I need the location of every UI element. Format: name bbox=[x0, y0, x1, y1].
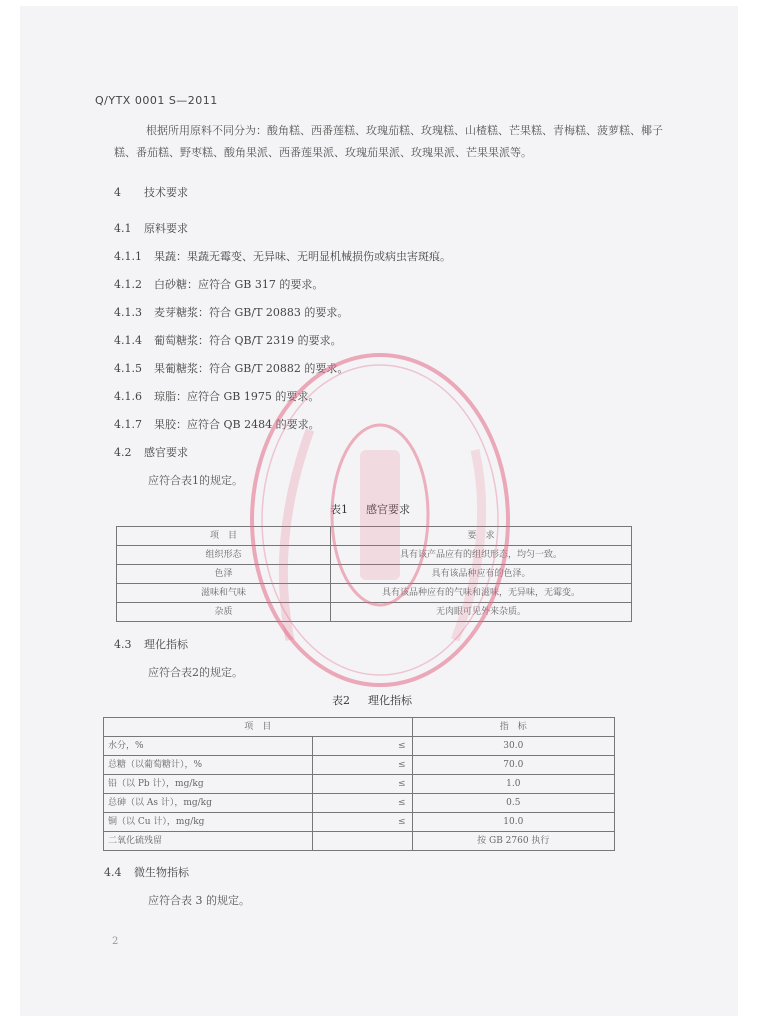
table2-caption bbox=[332, 692, 412, 708]
table-cell: ≤ bbox=[313, 737, 413, 756]
clause-text: 白砂糖：应符合 GB 317 的要求。 bbox=[154, 278, 324, 291]
table-header-cell: 要 求 bbox=[331, 527, 632, 546]
clause-number: 4.1.5 bbox=[114, 362, 142, 375]
section-4-2-note: 应符合表1的规定。 bbox=[148, 474, 243, 487]
clause-text: 果葡糖浆：符合 GB/T 20882 的要求。 bbox=[154, 362, 349, 375]
section-4-3-note: 应符合表2的规定。 bbox=[148, 666, 243, 679]
clause-text: 果蔬：果蔬无霉变、无异味、无明显机械损伤或病虫害斑痕。 bbox=[154, 250, 451, 263]
table-header-row bbox=[104, 718, 615, 737]
clause-4-1-1 bbox=[114, 248, 451, 264]
clause-number: 4.1.4 bbox=[114, 334, 142, 347]
section-4-1-heading bbox=[114, 220, 188, 236]
clause-4-1-4 bbox=[114, 332, 342, 348]
table-cell: 总砷（以 As 计），mg/kg bbox=[104, 794, 313, 813]
page-number: 2 bbox=[112, 936, 119, 947]
section-title: 技术要求 bbox=[144, 186, 188, 199]
table-cell: 具有该品种应有的色泽。 bbox=[331, 565, 632, 584]
section-number: 4.1 bbox=[114, 222, 132, 235]
table-row bbox=[117, 603, 632, 622]
table-cell: 具有该品种应有的气味和滋味，无异味，无霉变。 bbox=[331, 584, 632, 603]
table-title: 感官要求 bbox=[366, 503, 410, 516]
clause-number: 4.1.3 bbox=[114, 306, 142, 319]
table-cell: 30.0 bbox=[412, 737, 614, 756]
clause-4-1-3 bbox=[114, 304, 348, 320]
table-title: 理化指标 bbox=[368, 694, 412, 707]
table-row bbox=[104, 756, 615, 775]
table-cell: ≤ bbox=[313, 775, 413, 794]
section-number: 4.3 bbox=[114, 638, 132, 651]
table-cell: 滋味和气味 bbox=[117, 584, 331, 603]
table-cell: 无肉眼可见外来杂质。 bbox=[331, 603, 632, 622]
section-number: 4.2 bbox=[114, 446, 132, 459]
physicochemical-indicators-table bbox=[103, 717, 615, 851]
section-4-2-heading bbox=[114, 444, 188, 460]
clause-text: 果胶：应符合 QB 2484 的要求。 bbox=[154, 418, 320, 431]
section-title: 微生物指标 bbox=[134, 866, 189, 879]
section-number: 4 bbox=[114, 186, 121, 199]
table-cell: ≤ bbox=[313, 794, 413, 813]
table-row bbox=[117, 546, 632, 565]
table-header-cell: 项 目 bbox=[104, 718, 413, 737]
clause-4-1-7 bbox=[114, 416, 320, 432]
table-cell: 组织形态 bbox=[117, 546, 331, 565]
table-cell: 70.0 bbox=[412, 756, 614, 775]
clause-4-1-2 bbox=[114, 276, 323, 292]
table-label: 表1 bbox=[330, 503, 348, 516]
section-title: 理化指标 bbox=[144, 638, 188, 651]
section-title: 感官要求 bbox=[144, 446, 188, 459]
table-cell: 铜（以 Cu 计），mg/kg bbox=[104, 813, 313, 832]
table-row bbox=[104, 775, 615, 794]
table-cell: 二氧化硫残留 bbox=[104, 832, 313, 851]
table-cell: 铅（以 Pb 计），mg/kg bbox=[104, 775, 313, 794]
clause-number: 4.1.2 bbox=[114, 278, 142, 291]
table-cell: 杂质 bbox=[117, 603, 331, 622]
table-header-cell: 指 标 bbox=[412, 718, 614, 737]
table-cell: 10.0 bbox=[412, 813, 614, 832]
section-title: 原料要求 bbox=[144, 222, 188, 235]
table-row bbox=[117, 565, 632, 584]
table-header-row bbox=[117, 527, 632, 546]
table-row bbox=[104, 813, 615, 832]
clause-text: 葡萄糖浆：符合 QB/T 2319 的要求。 bbox=[154, 334, 342, 347]
table-cell: 水分，% bbox=[104, 737, 313, 756]
clause-text: 琼脂：应符合 GB 1975 的要求。 bbox=[154, 390, 320, 403]
section-number: 4.4 bbox=[104, 866, 122, 879]
section-4-heading bbox=[114, 184, 188, 200]
table-cell: 色泽 bbox=[117, 565, 331, 584]
section-4-4-note: 应符合表 3 的规定。 bbox=[148, 894, 250, 907]
table-row bbox=[104, 737, 615, 756]
table-cell: 总糖（以葡萄糖计），% bbox=[104, 756, 313, 775]
section-4-3-heading bbox=[114, 636, 188, 652]
table-header-cell: 项 目 bbox=[117, 527, 331, 546]
standard-code-header: Q/YTX 0001 S—2011 bbox=[95, 94, 218, 107]
clause-number: 4.1.6 bbox=[114, 390, 142, 403]
clause-4-1-6 bbox=[114, 388, 319, 404]
table-cell bbox=[313, 832, 413, 851]
clause-number: 4.1.7 bbox=[114, 418, 142, 431]
sensory-requirements-table bbox=[116, 526, 632, 622]
clause-4-1-5 bbox=[114, 360, 348, 376]
section-4-4-heading bbox=[104, 864, 189, 880]
intro-paragraph: 根据所用原料不同分为：酸角糕、西番莲糕、玫瑰茄糕、玫瑰糕、山楂糕、芒果糕、青梅糕、菠萝糕、椰子糕、番茄糕、野枣糕、酸角果派、西番莲果派、玫瑰茄果派、玫瑰果派、芒果果派等。 bbox=[114, 124, 663, 159]
clause-number: 4.1.1 bbox=[114, 250, 142, 263]
table1-caption bbox=[330, 501, 410, 517]
table-cell: ≤ bbox=[313, 756, 413, 775]
clause-text: 麦芽糖浆：符合 GB/T 20883 的要求。 bbox=[154, 306, 349, 319]
table-cell: 按 GB 2760 执行 bbox=[412, 832, 614, 851]
table-cell: 0.5 bbox=[412, 794, 614, 813]
table-label: 表2 bbox=[332, 694, 350, 707]
table-row bbox=[104, 794, 615, 813]
table-row bbox=[104, 832, 615, 851]
table-cell: 具有该产品应有的组织形态，均匀一致。 bbox=[331, 546, 632, 565]
table-cell: 1.0 bbox=[412, 775, 614, 794]
table-row bbox=[117, 584, 632, 603]
table-cell: ≤ bbox=[313, 813, 413, 832]
